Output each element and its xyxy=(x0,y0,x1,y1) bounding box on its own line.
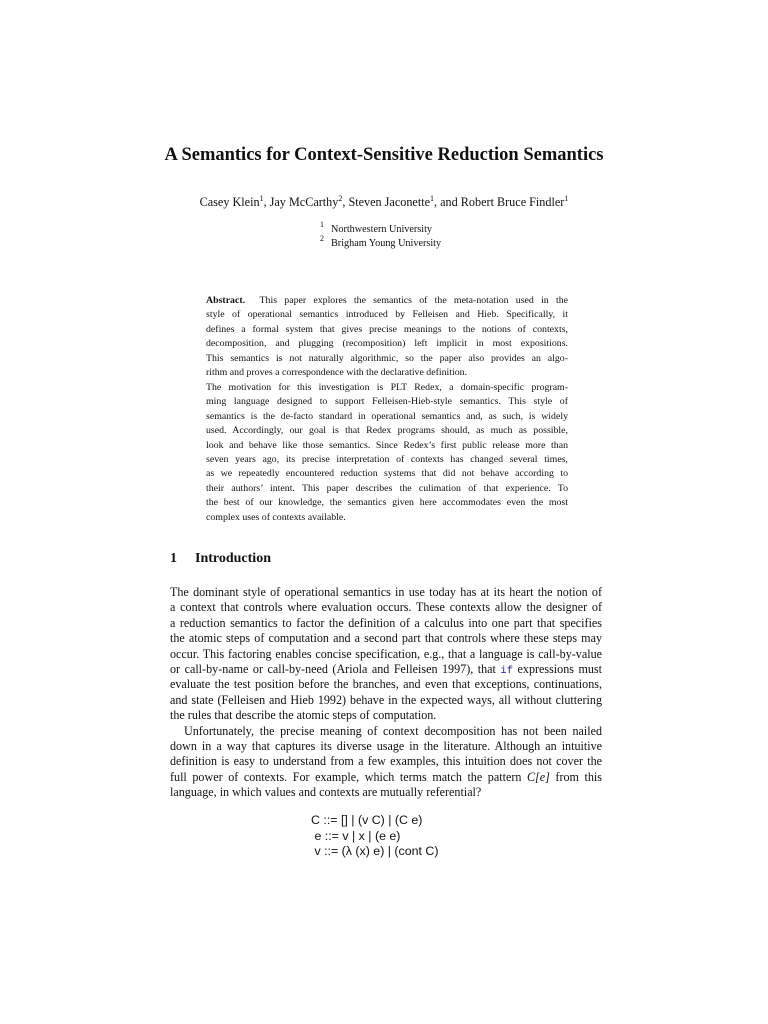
author-name: Steven Jaconette xyxy=(348,195,431,209)
body-line: language, in which values and contexts are mutually referential? xyxy=(170,785,482,800)
body-line: full power of contexts. For example, which terms match the pattern C[e] from this xyxy=(170,769,602,784)
grammar-rule: e ::= v | x | (e e) xyxy=(311,828,401,843)
affiliation-name: Brigham Young University xyxy=(331,237,442,249)
author-affiliation-mark: 1 xyxy=(564,194,569,203)
grammar-rule: C ::= [] | (v C) | (C e) xyxy=(311,813,423,827)
abstract-line: rithm and proves a correspondence with the declarative definition. xyxy=(206,367,468,379)
abstract-line: used. Accordingly, our goal is that Redex programs should, as much as possible, xyxy=(206,425,568,437)
inline-math: C[e] xyxy=(526,769,550,784)
author-separator: , and xyxy=(434,195,461,209)
grammar-display xyxy=(311,813,438,860)
abstract-line: as we repeatedly encountered reduction systems that did not behave according to xyxy=(206,468,568,480)
author-separator: , xyxy=(342,195,349,209)
author-separator: , xyxy=(263,195,270,209)
affiliation-number: 2 xyxy=(320,233,324,243)
author-name: Casey Klein xyxy=(199,195,260,209)
affiliation-list xyxy=(320,220,442,250)
affiliation-number: 1 xyxy=(320,220,324,229)
abstract-line: decomposition, and plugging (recomposition) left implicit in most expositions. xyxy=(206,338,568,350)
paper-title: A Semantics for Context-Sensitive Reduction Semantics xyxy=(164,145,604,165)
body-line: down in a way that captures its diverse usage in the literature. Although an intuitive xyxy=(170,738,602,753)
author-list xyxy=(0,195,768,210)
section-title: Introduction xyxy=(195,551,271,566)
section-heading xyxy=(170,551,271,567)
abstract-line: semantics is the de-facto standard in operational semantics and, as such, is widely xyxy=(206,410,568,422)
abstract-label: Abstract. xyxy=(206,295,246,306)
abstract-line: their authors’ intent. This paper describes the culimation of that experience. To xyxy=(206,482,568,494)
body-line: The dominant style of operational semantics in use today has at its heart the notion of xyxy=(170,585,602,599)
abstract-line: ming language designed to support Felleisen-Hieb-style semantics. This style of xyxy=(206,396,568,408)
abstract-line: the best of our knowledge, the semantics given here accommodates even the most xyxy=(206,497,568,509)
body-line: and state (Felleisen and Hieb 1992) behave in the expected ways, all without cluttering xyxy=(170,692,602,707)
author-affiliation-mark: 1 xyxy=(259,194,264,203)
body-line: the rules that describe the atomic steps of computation. xyxy=(170,708,437,723)
abstract-line: The motivation for this investigation is PLT Redex, a domain-specific program- xyxy=(206,381,568,393)
body-line: a reduction semantics to factor the definition of a calculus into one part that specifies xyxy=(170,615,602,630)
body-text xyxy=(170,585,602,800)
body-line: evaluate the test position before the branches, and even that exceptions, continuations, xyxy=(170,677,602,692)
abstract-line: Abstract. This paper explores the semantics of the meta-notation used in the xyxy=(206,295,568,306)
author-affiliation-mark: 1 xyxy=(430,194,435,203)
author-name: Robert Bruce Findler xyxy=(460,195,565,209)
body-line: or call-by-name or call-by-need (Ariola and Felleisen 1997), that if expressions must xyxy=(170,661,602,677)
inline-code: if xyxy=(500,664,514,677)
abstract-line: seven years ago, its precise interpretation of contexts has changed several times, xyxy=(206,453,568,465)
body-line: the atomic steps of computation and a second part that controls where these steps may xyxy=(170,631,602,646)
abstract xyxy=(206,294,568,525)
author-name: Jay McCarthy xyxy=(269,195,339,209)
abstract-line: look and behave like those semantics. Since Redex’s first public release more than xyxy=(206,439,568,451)
body-line: definition is easy to understand from a few examples, this intuition does not cover the xyxy=(170,754,602,769)
grammar-rule: v ::= (λ (x) e) | (cont C) xyxy=(311,844,439,859)
abstract-line: defines a formal system that gives precise meanings to the notions of contexts, xyxy=(206,323,568,335)
abstract-line: complex uses of contexts available. xyxy=(206,511,346,523)
affiliation-name: Northwestern University xyxy=(331,224,433,235)
body-line: occur. This factoring enables concise specification, e.g., that a language is call-by-value xyxy=(170,646,602,661)
body-line: a context that controls where evaluation occurs. These contexts allow the designer of xyxy=(170,600,602,615)
abstract-line: This semantics is not naturally algorithmic, so the paper also provides an algo- xyxy=(206,352,568,364)
affiliation xyxy=(320,233,442,251)
affiliation xyxy=(320,220,441,237)
author-affiliation-mark: 2 xyxy=(338,194,343,203)
body-line: Unfortunately, the precise meaning of context decomposition has not been nailed xyxy=(184,723,602,738)
section-number: 1 xyxy=(170,551,177,566)
abstract-line: style of operational semantics introduced by Felleisen and Hieb. Specifically, it xyxy=(206,309,568,321)
